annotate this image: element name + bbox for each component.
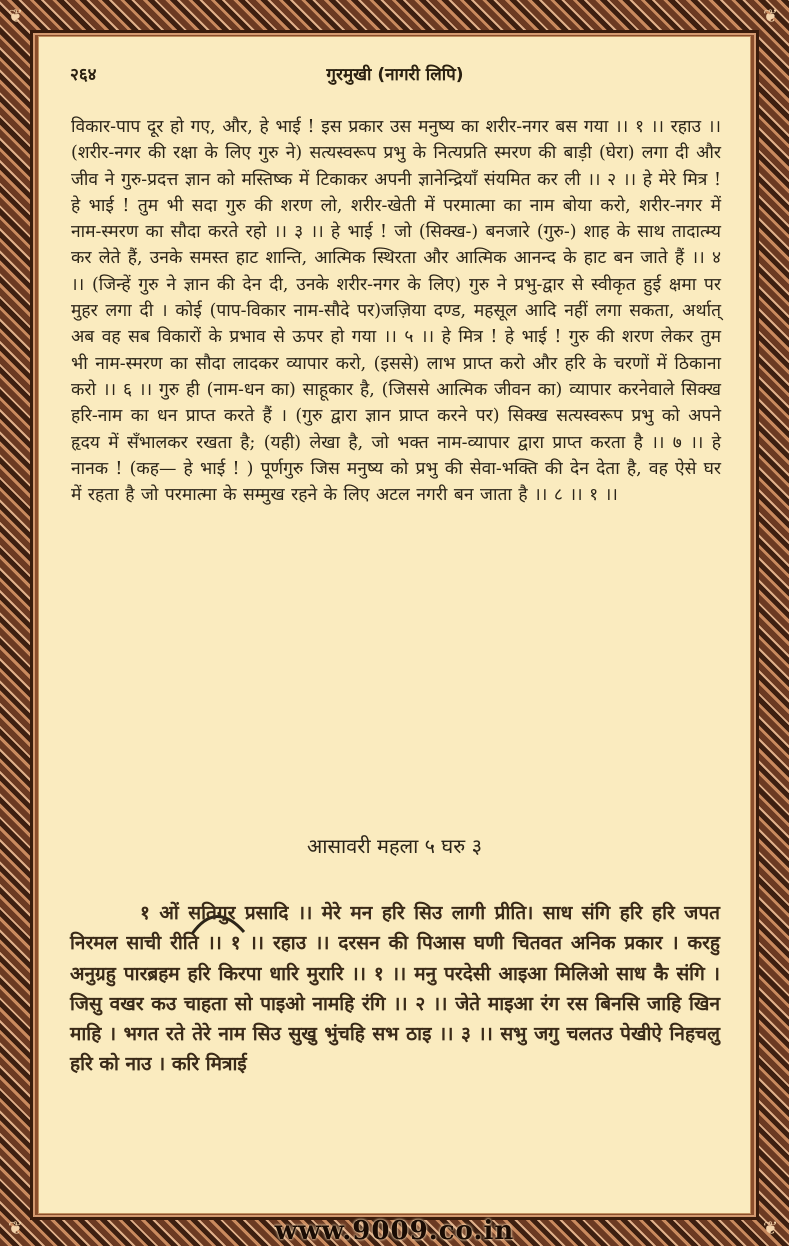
section-heading: आसावरी महला ५ घरु ३ <box>307 834 482 858</box>
running-title: गुरमुखी (नागरी लिपि) <box>326 65 464 85</box>
page-sheet <box>38 36 751 1214</box>
corner-ornament-icon: ❦ <box>763 6 779 27</box>
page-number: २६४ <box>70 65 97 85</box>
corner-ornament-icon: ❦ <box>8 1218 24 1239</box>
corner-ornament-icon: ❦ <box>8 6 24 27</box>
footer-website-link[interactable]: www.9009.co.in <box>274 1216 515 1246</box>
commentary-paragraph: विकार-पाप दूर हो गए, और, हे भाई ! इस प्रकार उस मनुष्य का शरीर-नगर बस गया ।। १ ।। रहाउ ।। (शरीर-नगर की रक्षा के लिए गुरु ने) सत्यस्वरूप प्रभु के नित्यप्रति स्मरण की बाड़ी (घेरा) लगा दी और जीव ने गुरु-प्रदत्त ज्ञान को मस्तिष्क में टिकाकर अपनी ज्ञानेन्द्रियाँ संयमित कर ली ।। २ ।। हे मेरे मित्र ! हे भाई ! तुम भी सदा गुरु की शरण लो, शरीर-खेती में परमात्मा का नाम बोया करो, शरीर-नगर में नाम-स्मरण का सौदा करते रहो ।। ३ ।। हे भाई ! जो (सिक्ख-) बनजारे (गुरु-) शाह के साथ तादात्म्य कर लेते हैं, उनके समस्त हाट शान्ति, आत्मिक स्थिरता और आत्मिक आनन्द के हाट बन जाते हैं ।। ४ ।। (जिन्हें गुरु ने ज्ञान की देन दी, उनके शरीर-नगर के लिए) गुरु ने प्रभु-द्वार से स्वीकृत हुई क्षमा पर मुहर लगा दी । कोई (पाप-विकार नाम-सौदे पर)जज़िया दण्ड, महसूल आदि नहीं लगा सकता, अर्थात् अब वह सब विकारों के प्रभाव से ऊपर हो गया ।। ५ ।। हे मित्र ! हे भाई ! गुरु की शरण लेकर तुम भी नाम-स्मरण का सौदा लादकर व्यापार करो, (इससे) लाभ प्राप्त करो और हरि के चरणों में ठिकाना करो ।। ६ ।। गुरु ही (नाम-धन का) साहूकार है, (जिससे आत्मिक जीवन का) व्यापार करनेवाले सिक्ख हरि-नाम का धन प्राप्त करते हैं । (गुरु द्वारा ज्ञान प्राप्त करने पर) सिक्ख सत्यस्वरूप प्रभु को अपने हृदय में सँभालकर रखता है; (यही) लेखा है, जो भक्त नाम-व्यापार द्वारा प्राप्त करता है ।। ७ ।। हे नानक ! (कह— हे भाई ! ) पूर्णगुरु जिस मनुष्य को प्रभु की सेवा-भक्ति की देन देता है, वह ऐसे घर में रहता है जो परमात्मा के सम्मुख रहने के लिए अटल नगरी बन जाता है ।। ८ ।। १ ।। <box>71 117 721 506</box>
gurbani-verse <box>70 898 720 1080</box>
page-header <box>70 62 720 92</box>
gurbani-text: १ ओं सतिगुर प्रसादि ।। मेरे मन हरि सिउ लागी प्रीति। साध संगि हरि हरि जपत निरमल साची रीति ।। १ ।। रहाउ ।। दरसन की पिआस घणी चितवत अनिक प्रकार । करहु अनुग्रहु पारब्रहम हरि किरपा धारि मुरारि ।। १ ।। मनु परदेसी आइआ मिलिओ साध कै संगि । जिसु वखर कउ चाहता सो पाइओ नामहि रंगि ।। २ ।। जेते माइआ रंग रस बिनसि जाहि खिन माहि । भगत रते तेरे नाम सिउ सुखु भुंचहि सभ ठाइ ।। ३ ।। सभु जगु चलतउ पेखीऐ निहचलु हरि को नाउ । करि मित्राई <box>70 902 720 1076</box>
corner-ornament-icon: ❦ <box>763 1218 779 1239</box>
